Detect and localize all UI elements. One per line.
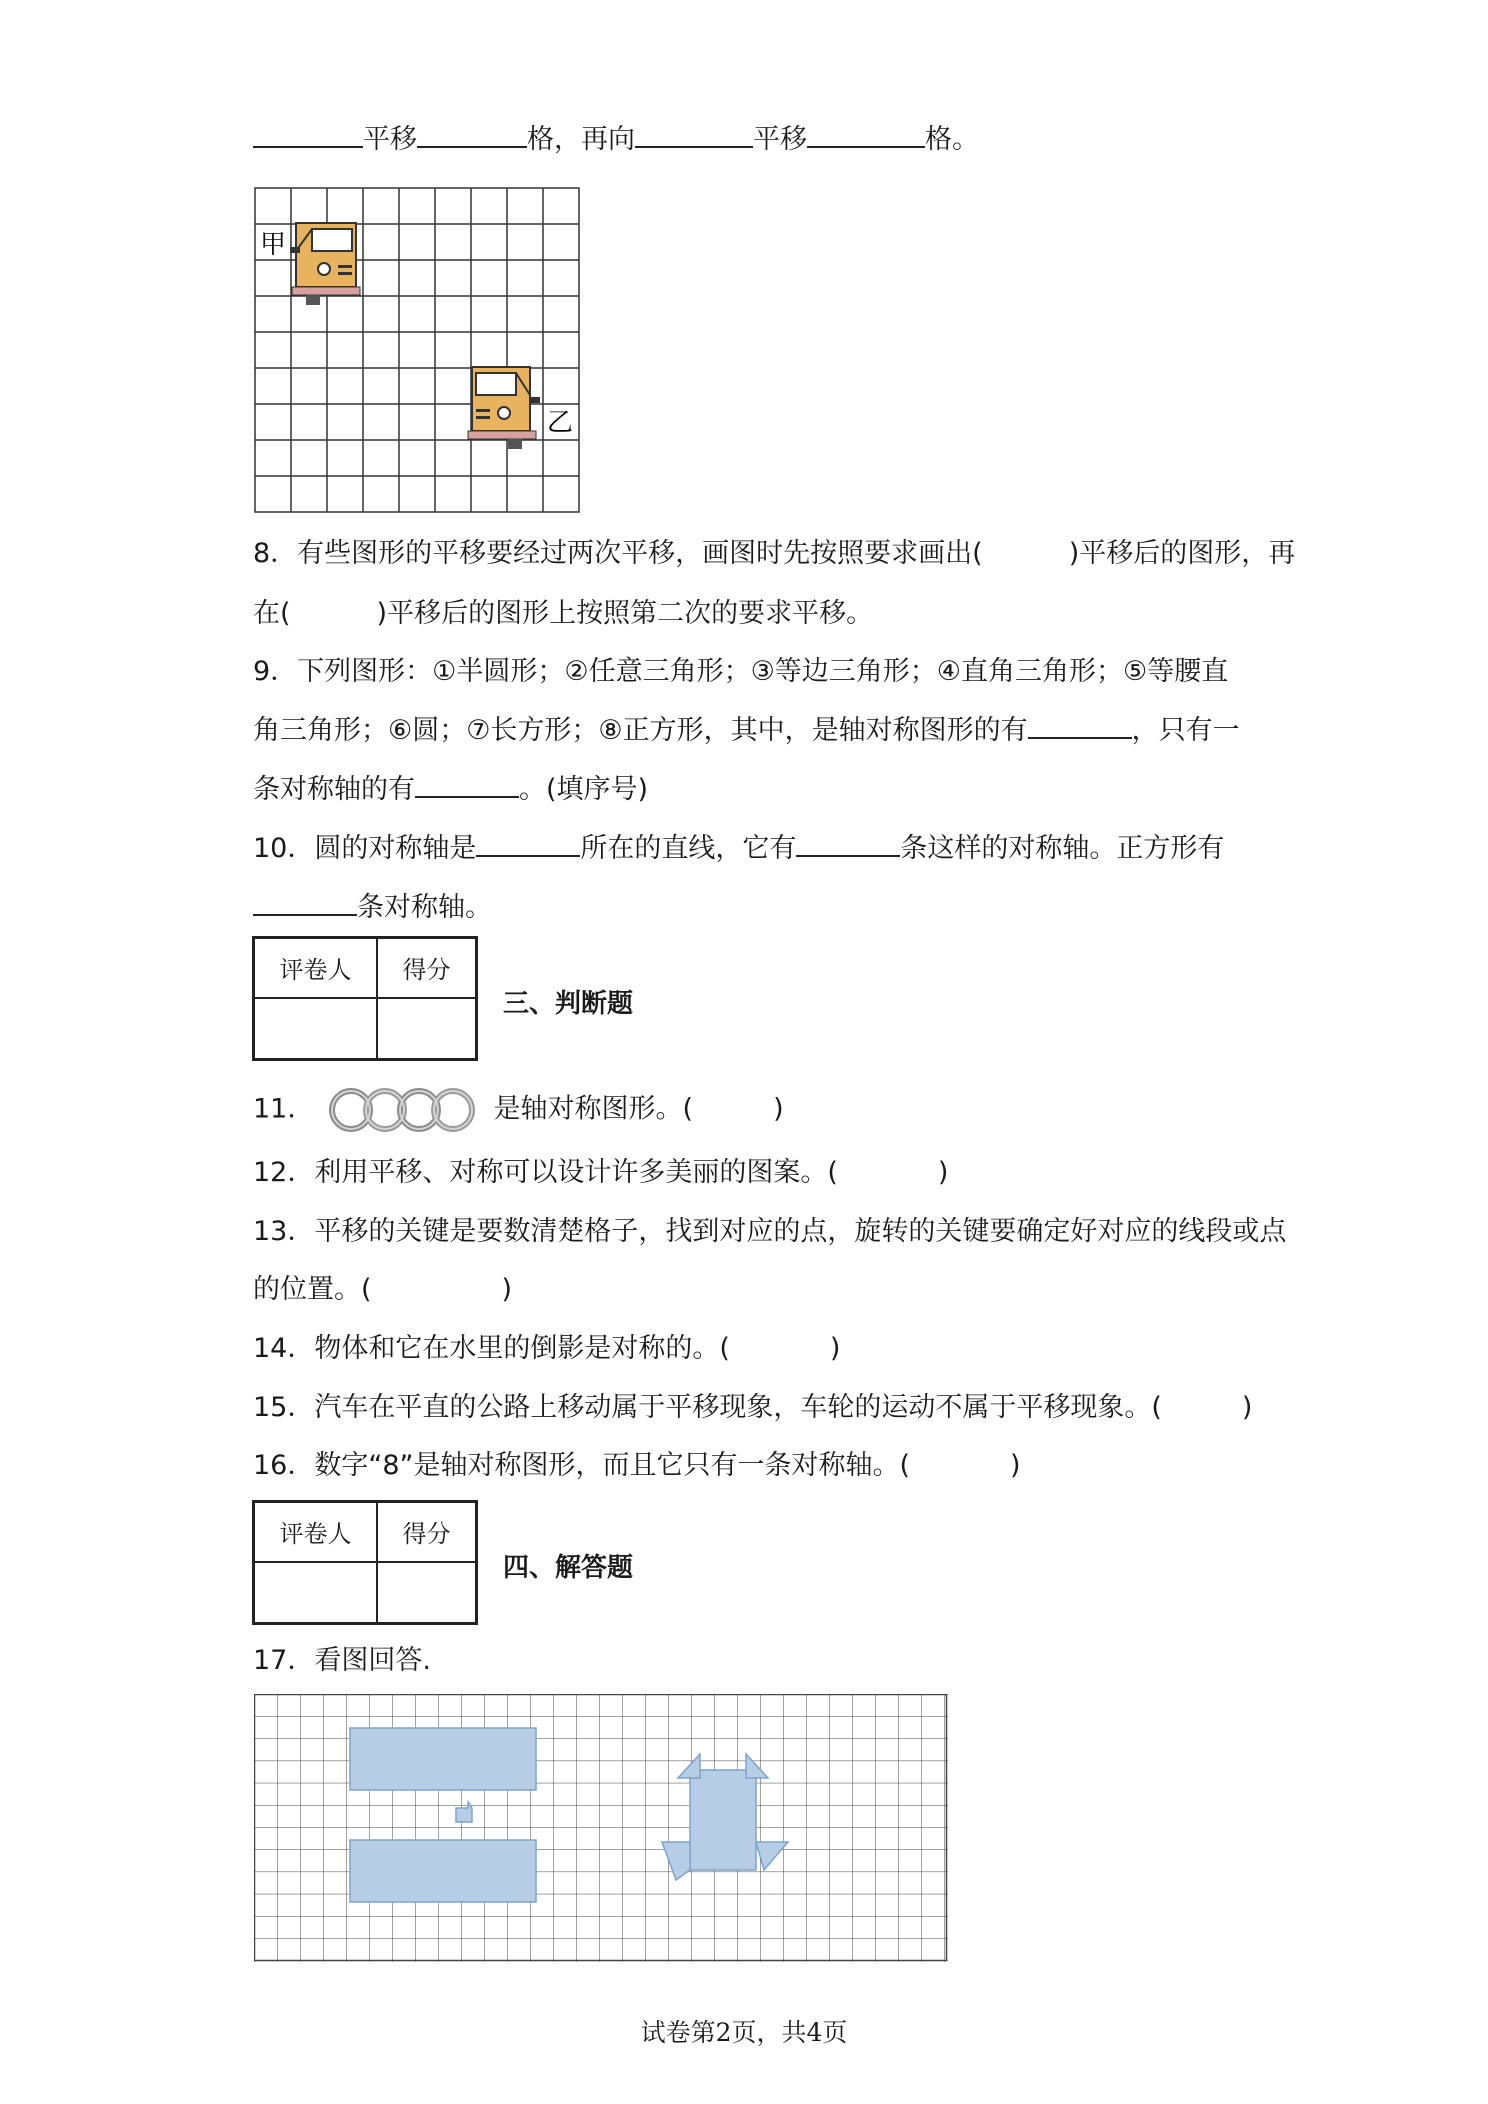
answer-blank[interactable] (476, 829, 580, 857)
q13-line1: 13．平移的关键是要数清楚格子，找到对应的点，旋转的关键要确定好对应的线段或点 (253, 1216, 1287, 1247)
score-header: 得分 (377, 1502, 477, 1562)
four-rings-icon (327, 1086, 481, 1134)
answer-blank[interactable] (415, 770, 519, 798)
bottom-rectangle (350, 1840, 536, 1902)
q13-line2: 的位置。( ) (253, 1274, 513, 1305)
q12-line: 12．利用平移、对称可以设计许多美丽的图案。( ) (253, 1157, 949, 1188)
score-cell[interactable] (377, 1562, 477, 1624)
center-square (690, 1770, 756, 1870)
q7-fill-line: 平移 格，再向 平移 格。 (253, 120, 979, 160)
grader-header: 评卷人 (254, 1502, 378, 1562)
section-title-answer: 四、解答题 (503, 1553, 634, 1583)
q9-line3: 条对称轴的有 。(填序号) (253, 770, 648, 810)
q10-line2: 条对称轴。 (253, 888, 492, 928)
score-header: 得分 (377, 938, 477, 998)
answer-blank[interactable] (253, 120, 363, 148)
q15-line: 15．汽车在平直的公路上移动属于平移现象，车轮的运动不属于平移现象。( ) (253, 1392, 1253, 1423)
q14-line: 14．物体和它在水里的倒影是对称的。( ) (253, 1333, 841, 1364)
answer-blank[interactable] (796, 829, 900, 857)
q9-line1: 9．下列图形：①半圆形；②任意三角形；③等边三角形；④直角三角形；⑤等腰直 (253, 656, 1229, 687)
grader-header: 评卷人 (254, 938, 378, 998)
car-jia-icon (290, 223, 360, 305)
q10-line1: 10．圆的对称轴是 所在的直线，它有 条这样的对称轴。正方形有 (253, 829, 1224, 869)
shapes-grid-svg (254, 1694, 948, 1962)
grader-cell[interactable] (254, 998, 378, 1060)
grader-cell[interactable] (254, 1562, 378, 1624)
label-jia: 甲 (260, 230, 287, 260)
answer-blank[interactable] (253, 888, 357, 916)
q11-line: 11． 是轴对称图形。( ) (253, 1086, 784, 1134)
answer-blank[interactable] (1028, 711, 1132, 739)
q16-line: 16．数字“8”是轴对称图形，而且它只有一条对称轴。( ) (253, 1450, 1021, 1481)
car-translation-figure (254, 187, 580, 517)
q9-line2: 角三角形；⑥圆；⑦长方形；⑧正方形，其中，是轴对称图形的有 ，只有一 (253, 711, 1240, 751)
page-footer: 试卷第2页，共4页 (640, 2018, 848, 2047)
car-yi-icon (468, 367, 540, 449)
section-title-judgement: 三、判断题 (503, 989, 634, 1019)
label-yi: 乙 (547, 408, 574, 438)
answer-blank[interactable] (417, 120, 527, 148)
answer-blank[interactable] (807, 120, 925, 148)
answer-blank[interactable] (635, 120, 753, 148)
q8-line1: 8．有些图形的平移要经过两次平移，画图时先按照要求画出( )平移后的图形，再 (253, 538, 1296, 569)
q17-line: 17．看图回答. (253, 1645, 431, 1676)
score-cell[interactable] (377, 998, 477, 1060)
top-rectangle (350, 1728, 536, 1790)
shapes-grid-figure (254, 1694, 948, 1966)
score-table (252, 936, 478, 1061)
score-table (252, 1500, 478, 1625)
car-grid-svg (254, 187, 580, 513)
q8-line2: 在( )平移后的图形上按照第二次的要求平移。 (253, 598, 874, 629)
